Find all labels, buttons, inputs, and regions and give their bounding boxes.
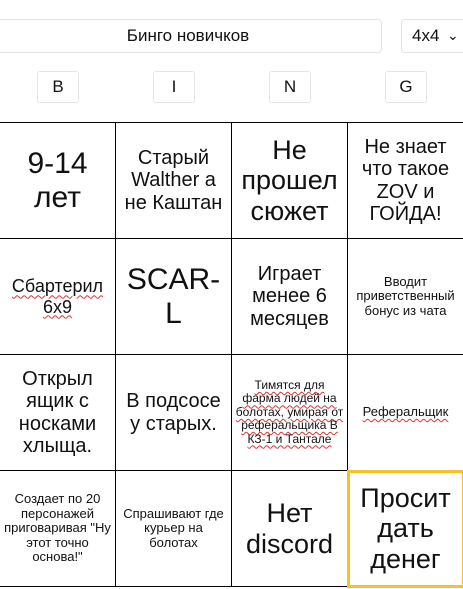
- letter-button-i[interactable]: I: [153, 71, 195, 103]
- cell-text: Реферальщик: [362, 404, 449, 420]
- bingo-cell[interactable]: [232, 355, 348, 471]
- cell-text: Просит дать денег: [360, 483, 451, 574]
- cell-text: SCAR-L: [126, 262, 221, 330]
- bingo-cell[interactable]: [232, 239, 348, 355]
- cell-text: Спрашивают где курьер на болотах: [123, 505, 224, 550]
- bingo-title-input[interactable]: [0, 19, 382, 53]
- letter-button-b[interactable]: B: [37, 71, 79, 103]
- cell-text: Не знает что такое ZOV и ГОЙДА!: [361, 135, 450, 225]
- cell-text: Сбартерил 6x9: [11, 276, 104, 317]
- bingo-cell[interactable]: [0, 471, 116, 587]
- bingo-cell[interactable]: [116, 239, 232, 355]
- letter-button-n[interactable]: N: [269, 71, 311, 103]
- cell-text: Тимятся для фарма людей на болотах, умирая от реферальщика В КЗ-1 и Тантале: [235, 377, 344, 446]
- grid-size-value: 4x4: [412, 26, 440, 45]
- cell-text: Нет discord: [245, 498, 334, 559]
- bingo-cell-marked[interactable]: [348, 471, 463, 587]
- bingo-cell[interactable]: [232, 123, 348, 239]
- bingo-cell[interactable]: [232, 471, 348, 587]
- bingo-cell[interactable]: [0, 355, 116, 471]
- cell-text: Открыл ящик с носками хлыща.: [18, 367, 97, 457]
- cell-text: Создает по 20 персонажей приговаривая "Ну этот точно основа!": [4, 491, 111, 565]
- bingo-cell[interactable]: [348, 123, 463, 239]
- cell-text: Играет менее 6 месяцев: [250, 262, 329, 330]
- bingo-cell[interactable]: [348, 239, 463, 355]
- bingo-cell[interactable]: [348, 355, 463, 471]
- cell-text: Старый Walther а не Каштан: [124, 146, 223, 214]
- bingo-cell[interactable]: [116, 471, 232, 587]
- bingo-cell[interactable]: [116, 123, 232, 239]
- bingo-grid: [0, 122, 463, 589]
- cell-text: В подсосе у старых.: [126, 390, 221, 435]
- bingo-cell[interactable]: [116, 355, 232, 471]
- letter-button-g[interactable]: G: [385, 71, 427, 103]
- cell-text: 9-14 лет: [27, 146, 88, 214]
- chevron-down-icon: ⌄: [447, 27, 459, 43]
- bingo-cell[interactable]: [0, 123, 116, 239]
- grid-size-select[interactable]: [401, 19, 463, 53]
- cell-text: Не прошел сюжет: [241, 135, 338, 226]
- bingo-cell[interactable]: [0, 239, 116, 355]
- cell-text: Вводит приветственный бонус из чата: [356, 273, 455, 318]
